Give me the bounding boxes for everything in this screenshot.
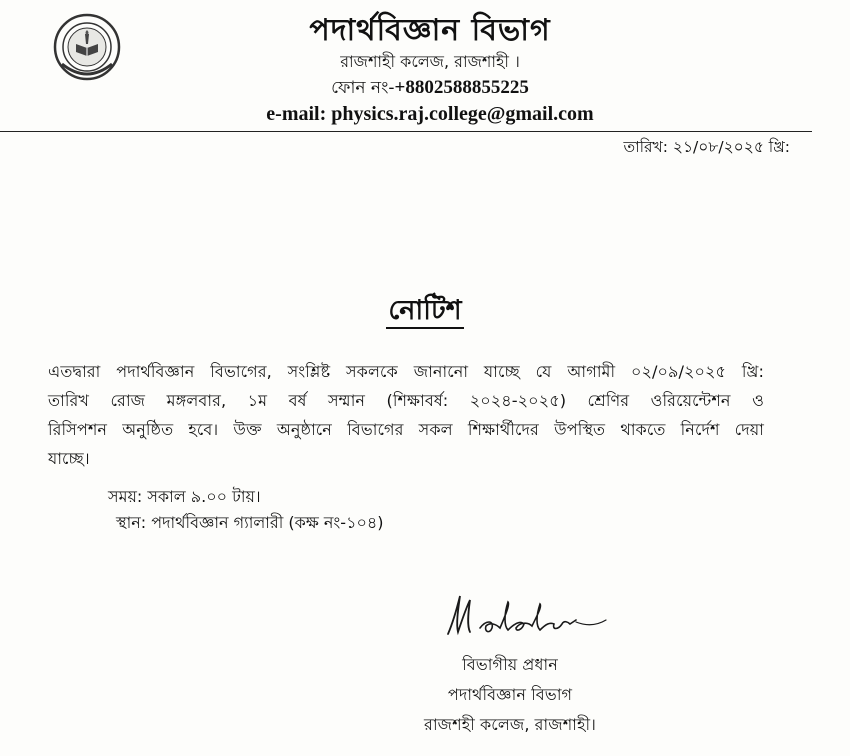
notice-title-text: নোটিশ [386, 295, 463, 329]
college-address: রাজশাহী কলেজ, রাজশাহী । [340, 52, 520, 71]
notice-body-line: এতদ্বারা পদার্থবিজ্ঞান বিভাগের, সংশ্লিষ্ট সকলকে জানানো যাচ্ছে যে আগামী ০২/০৯/২০২৫ খ্রি: [48, 362, 764, 381]
signatory-block [370, 650, 650, 740]
department-heading: পদার্থবিজ্ঞান বিভাগ [309, 13, 551, 48]
signatory-college: রাজশহী কলেজ, রাজশাহী। [424, 715, 596, 734]
email-line: e-mail: physics.raj.college@gmail.com [266, 103, 594, 125]
event-place: স্থান: পদার্থবিজ্ঞান গ্যালারী (কক্ষ নং-১০৪) [116, 513, 384, 532]
handwritten-signature [436, 590, 616, 644]
notice-body-line: তারিখ রোজ মঙ্গলবার, ১ম বর্ষ সম্মান (শিক্ষাবর্ষ: ২০২৪-২০২৫) শ্রেণির ওরিয়েন্টেশন ও [48, 391, 764, 410]
notice-body-line: যাচ্ছে। [48, 449, 90, 468]
phone-label: ফোন নং- [331, 78, 395, 98]
notice-body-line: রিসিপশন অনুষ্ঠিত হবে। উক্ত অনুষ্ঠানে বিভাগের সকল শিক্ষার্থীদের উপস্থিত থাকতে নির্দেশ দেয়া [48, 420, 764, 439]
college-seal-logo [52, 12, 122, 82]
phone-number: +8802588855225 [394, 77, 529, 98]
signatory-department: পদার্থবিজ্ঞান বিভাগ [447, 685, 573, 704]
notice-body [48, 357, 764, 473]
notice-title [0, 290, 850, 335]
phone-line [150, 75, 710, 103]
event-time: সময়: সকাল ৯.০০ টায়। [108, 487, 261, 506]
notice-date: তারিখ: ২১/০৮/২০২৫ খ্রি: [623, 138, 790, 156]
signatory-designation: বিভাগীয় প্রধান [462, 655, 558, 674]
header-divider [0, 131, 812, 132]
